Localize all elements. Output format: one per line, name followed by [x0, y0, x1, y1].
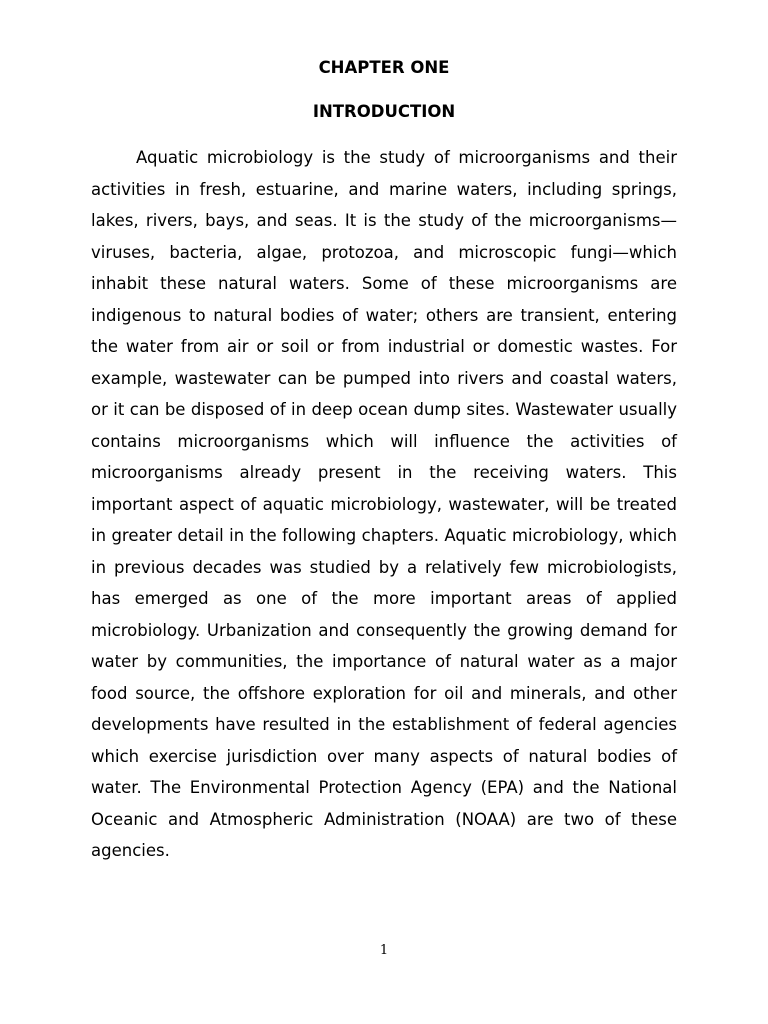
chapter-label: CHAPTER ONE [318, 58, 450, 77]
chapter-title: INTRODUCTION [312, 102, 456, 121]
page-number: 1 [379, 943, 389, 958]
body-paragraph: Aquatic microbiology is the study of microorganisms and their activities in fresh, estuarine, and marine waters, including springs, lakes, rivers, bays, and seas. It is the study of the microorganisms—viruses, bacteria, algae, protozoa, and microscopic fungi—which inhabit these natural waters. Some of these microorganisms are indigenous to natural bodies of water; others are transient, entering the water from air or soil or from industrial or domestic wastes. For example, wastewater can be pumped into rivers and coastal waters, or it can be disposed of in deep ocean dump sites. Wastewater usually contains microorganisms which will influence the activities of microorganisms already present in the receiving waters. This important aspect of aquatic microbiology, wastewater, will be treated in greater detail in the following chapters. Aquatic microbiology, which in previous decades was studied by a relatively few microbiologists, has emerged as one of the more important areas of applied microbiology. Urbanization and consequently the growing demand for water by communities, the importance of natural water as a major food source, the offshore exploration for oil and minerals, and other developments have resulted in the establishment of federal agencies which exercise jurisdiction over many aspects of natural bodies of water. The Environmental Protection Agency (EPA) and the National Oceanic and Atmospheric Administration (NOAA) are two of these agencies. [91, 148, 677, 860]
